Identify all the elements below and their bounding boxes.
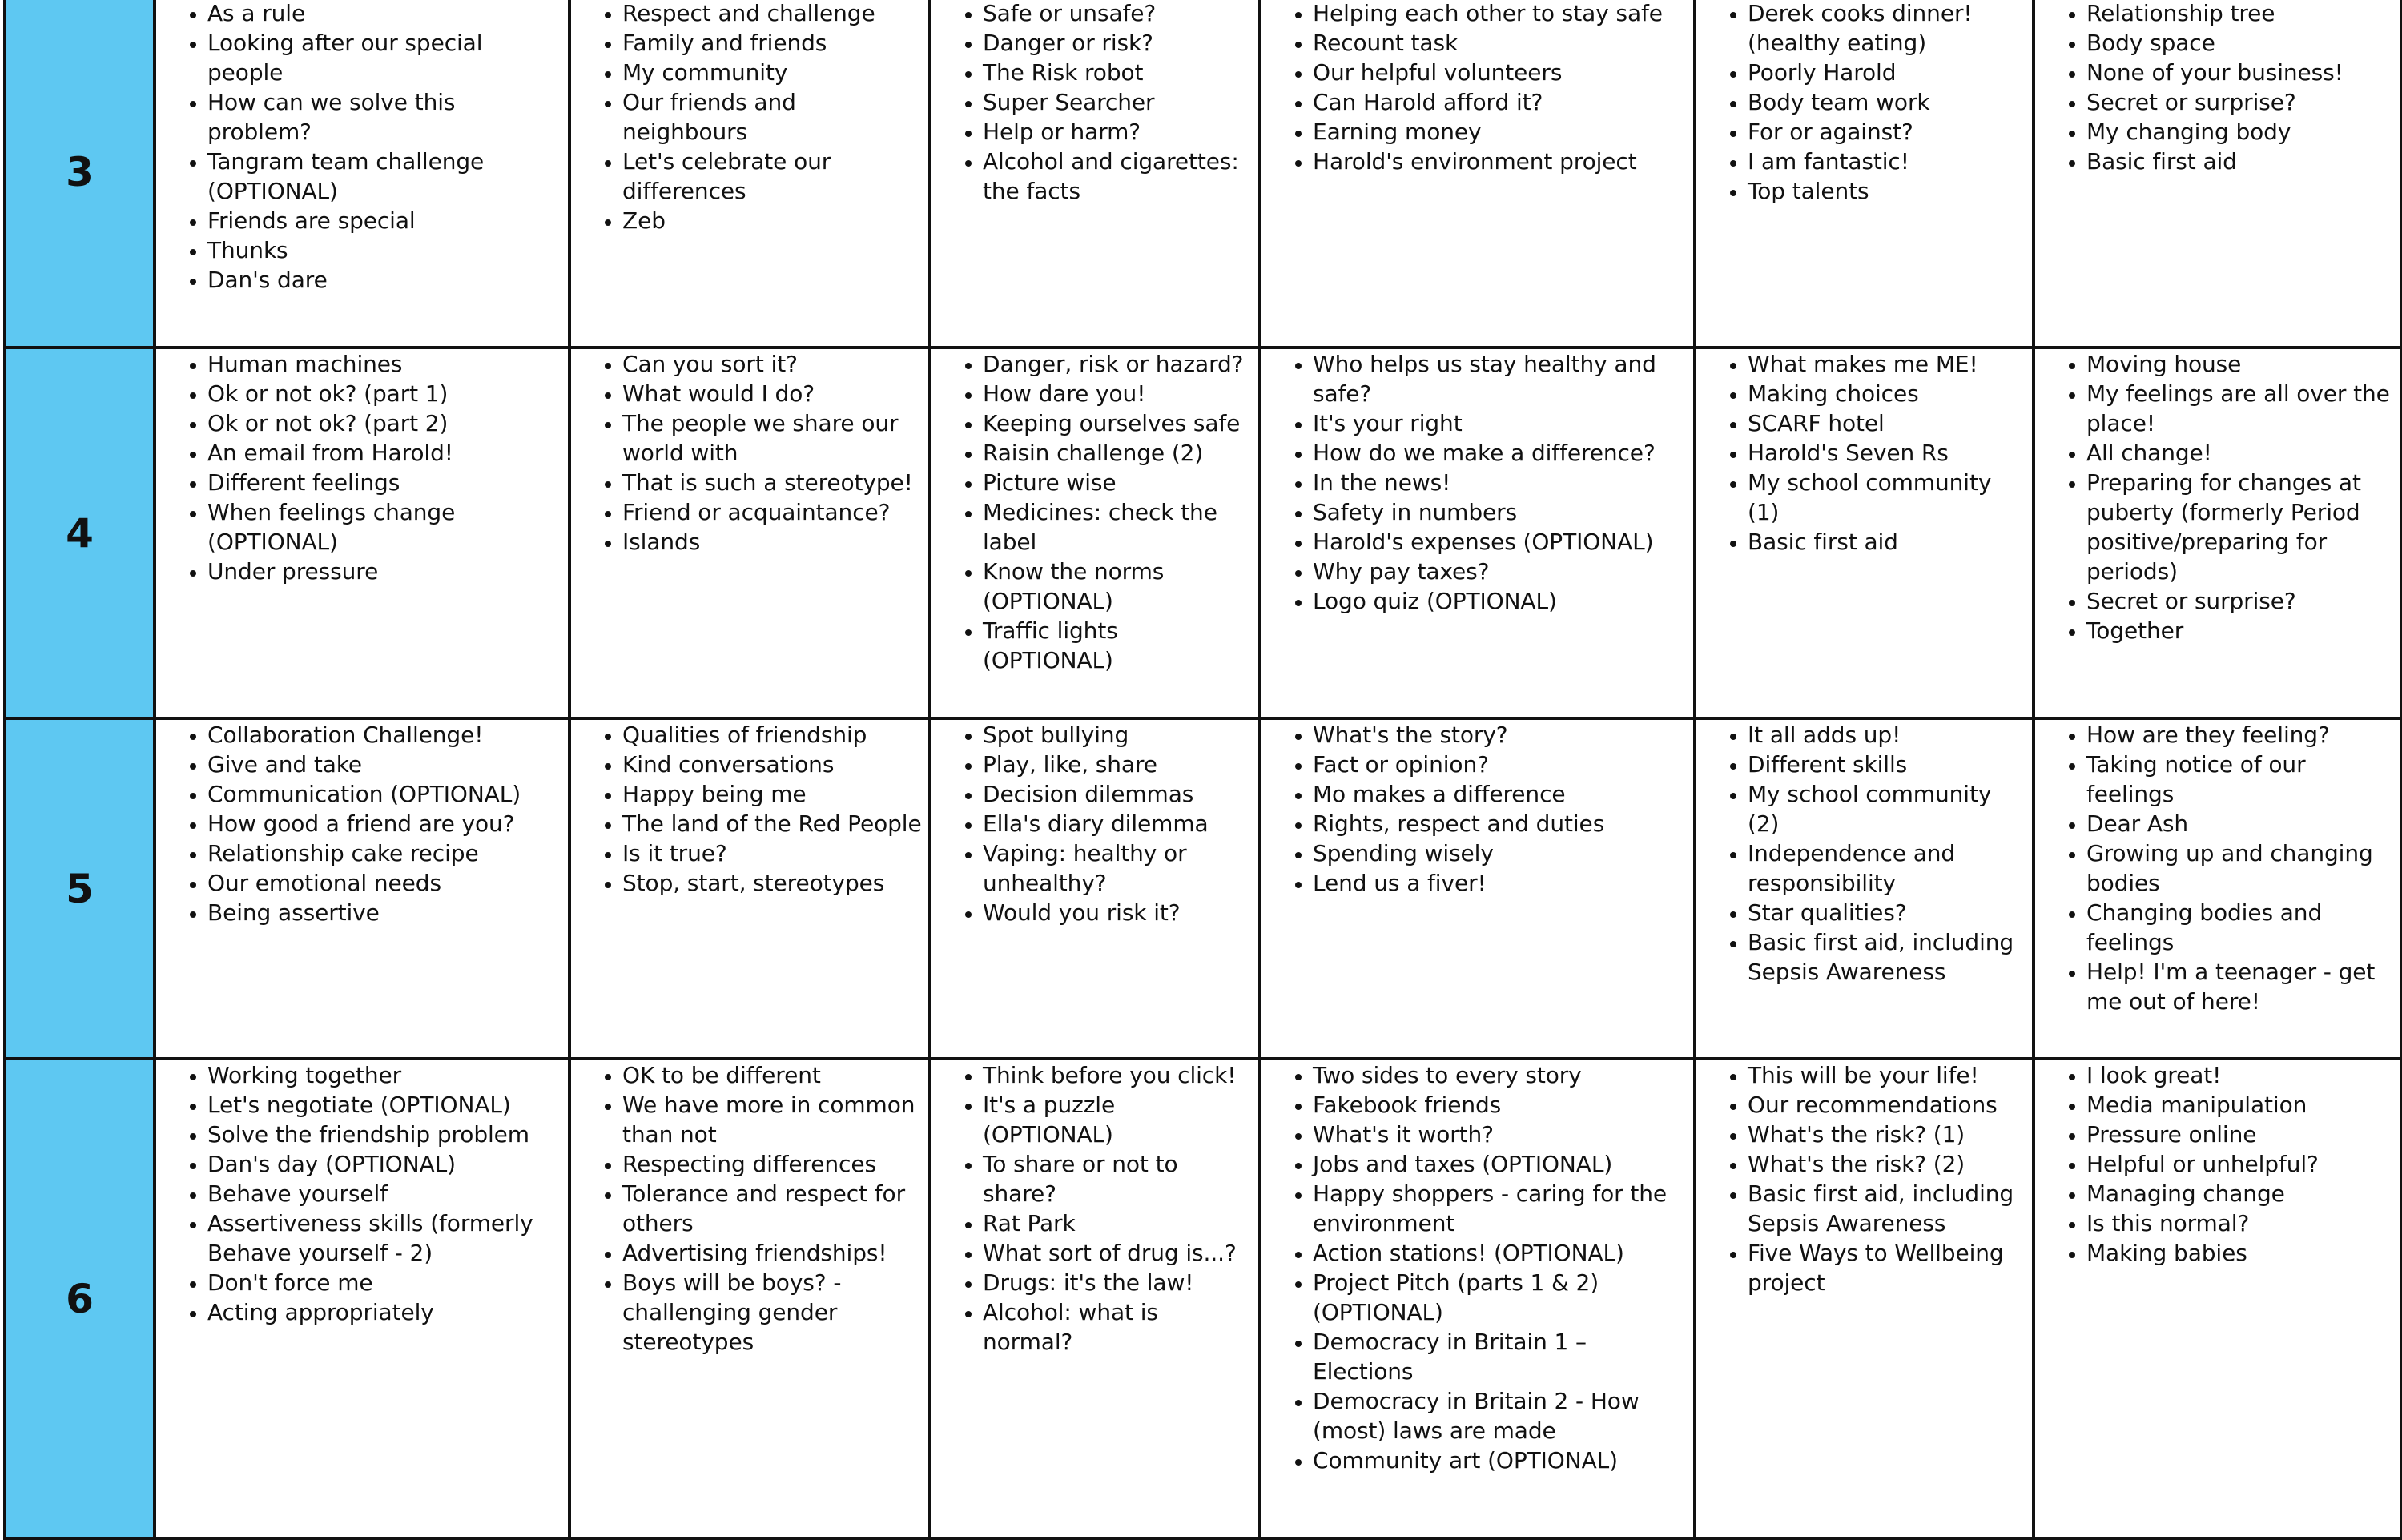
lesson-item: • Happy being me (622, 779, 922, 809)
lesson-list (156, 1060, 568, 1327)
lesson-item: • Can you sort it? (622, 349, 922, 379)
lesson-list (156, 720, 568, 927)
lesson-list (571, 720, 928, 898)
lesson-item: • Being assertive (207, 898, 561, 927)
lesson-item: • Our recommendations (1748, 1090, 2026, 1120)
lesson-item: • Is this normal? (2086, 1208, 2393, 1238)
lesson-item: • When feelings change (OPTIONAL) (207, 497, 561, 557)
cell-valuing-difference (569, 348, 930, 718)
lesson-item: • Managing change (2086, 1179, 2393, 1208)
lesson-item: • Assertiveness skills (formerly Behave yourself - 2) (207, 1208, 561, 1268)
lesson-list (2035, 720, 2400, 1016)
lesson-item: • Helpful or unhelpful? (2086, 1149, 2393, 1179)
lesson-item: • It all adds up! (1748, 720, 2026, 750)
lesson-list (931, 349, 1258, 675)
lesson-item: • Tangram team challenge (OPTIONAL) (207, 147, 561, 206)
lesson-item: • Danger or risk? (983, 28, 1252, 58)
lesson-item: • Two sides to every story (1313, 1060, 1687, 1090)
lesson-list (1696, 1060, 2032, 1297)
lesson-list (931, 720, 1258, 927)
lesson-item: • To share or not to share? (983, 1149, 1252, 1208)
lesson-item: • My school community (1) (1748, 468, 2026, 527)
lesson-item: • What would I do? (622, 379, 922, 408)
lesson-item: • Thunks (207, 235, 561, 265)
lesson-item: • Harold's expenses (OPTIONAL) (1313, 527, 1687, 557)
cell-me-and-my-relationships (155, 1059, 569, 1538)
lesson-item: • Advertising friendships! (622, 1238, 922, 1268)
lesson-item: • Why pay taxes? (1313, 557, 1687, 586)
lesson-item: • Basic first aid, including Sepsis Awareness (1748, 1179, 2026, 1238)
year-label: 4 (5, 348, 155, 718)
year-label: 3 (5, 0, 155, 348)
lesson-item: • Who helps us stay healthy and safe? (1313, 349, 1687, 408)
lesson-item: • Poorly Harold (1748, 58, 2026, 87)
lesson-list (2035, 0, 2400, 176)
lesson-item: • My school community (2) (1748, 779, 2026, 838)
lesson-item: • OK to be different (622, 1060, 922, 1090)
lesson-item: • Stop, start, stereotypes (622, 868, 922, 898)
lesson-item: • How dare you! (983, 379, 1252, 408)
lesson-item: • Can Harold afford it? (1313, 87, 1687, 117)
cell-rights-and-respect (1260, 0, 1695, 348)
lesson-item: • Jobs and taxes (OPTIONAL) (1313, 1149, 1687, 1179)
lesson-item: • Media manipulation (2086, 1090, 2393, 1120)
cell-growing-and-changing (2034, 1059, 2401, 1538)
lesson-item: • It's a puzzle (OPTIONAL) (983, 1090, 1252, 1149)
lesson-item: • Recount task (1313, 28, 1687, 58)
lesson-list (571, 349, 928, 557)
lesson-item: • Friend or acquaintance? (622, 497, 922, 527)
cell-me-and-my-relationships (155, 348, 569, 718)
lesson-item: • Play, like, share (983, 750, 1252, 779)
lesson-item: • I am fantastic! (1748, 147, 2026, 176)
lesson-item: • Qualities of friendship (622, 720, 922, 750)
table-row (5, 348, 2401, 718)
lesson-item: • Rat Park (983, 1208, 1252, 1238)
lesson-item: • Action stations! (OPTIONAL) (1313, 1238, 1687, 1268)
cell-growing-and-changing (2034, 348, 2401, 718)
lesson-item: • Safe or unsafe? (983, 0, 1252, 28)
lesson-item: • Communication (OPTIONAL) (207, 779, 561, 809)
lesson-item: • Relationship cake recipe (207, 838, 561, 868)
lesson-item: • Kind conversations (622, 750, 922, 779)
lesson-item: • Preparing for changes at puberty (formerly Period positive/preparing for periods) (2086, 468, 2393, 586)
cell-rights-and-respect (1260, 1059, 1695, 1538)
lesson-item: • Derek cooks dinner! (healthy eating) (1748, 0, 2026, 58)
lesson-item: • Project Pitch (parts 1 & 2) (OPTIONAL) (1313, 1268, 1687, 1327)
lesson-item: • Help or harm? (983, 117, 1252, 147)
lesson-item: • Friends are special (207, 206, 561, 235)
lesson-item: • Mo makes a difference (1313, 779, 1687, 809)
lesson-item: • Making babies (2086, 1238, 2393, 1268)
lesson-item: • Collaboration Challenge! (207, 720, 561, 750)
lesson-item: • Let's celebrate our differences (622, 147, 922, 206)
lesson-item: • Would you risk it? (983, 898, 1252, 927)
cell-valuing-difference (569, 718, 930, 1059)
cell-keeping-myself-safe (930, 348, 1260, 718)
lesson-list (931, 0, 1258, 206)
lesson-item: • Ok or not ok? (part 1) (207, 379, 561, 408)
cell-rights-and-respect (1260, 348, 1695, 718)
lesson-item: • Drugs: it's the law! (983, 1268, 1252, 1297)
lesson-item: • Our friends and neighbours (622, 87, 922, 147)
lesson-item: • What makes me ME! (1748, 349, 2026, 379)
year-label: 5 (5, 718, 155, 1059)
lesson-list (156, 0, 568, 295)
lesson-item: • Helping each other to stay safe (1313, 0, 1687, 28)
lesson-item: • Different skills (1748, 750, 2026, 779)
lesson-item: • Community art (OPTIONAL) (1313, 1446, 1687, 1475)
lesson-item: • Our emotional needs (207, 868, 561, 898)
lesson-item: • It's your right (1313, 408, 1687, 438)
lesson-item: • What's it worth? (1313, 1120, 1687, 1149)
lesson-item: • Pressure online (2086, 1120, 2393, 1149)
lesson-item: • How can we solve this problem? (207, 87, 561, 147)
lesson-item: • What's the risk? (1) (1748, 1120, 2026, 1149)
lesson-item: • The land of the Red People (622, 809, 922, 838)
lesson-item: • Together (2086, 616, 2393, 645)
lesson-item: • Our helpful volunteers (1313, 58, 1687, 87)
lesson-list (571, 0, 928, 235)
cell-being-my-best (1695, 1059, 2034, 1538)
lesson-item: • Harold's Seven Rs (1748, 438, 2026, 468)
lesson-item: • Rights, respect and duties (1313, 809, 1687, 838)
lesson-list (2035, 1060, 2400, 1268)
lesson-item: • The people we share our world with (622, 408, 922, 468)
lesson-item: • Danger, risk or hazard? (983, 349, 1252, 379)
lesson-item: • Democracy in Britain 2 - How (most) laws are made (1313, 1386, 1687, 1446)
lesson-item: • My feelings are all over the place! (2086, 379, 2393, 438)
lesson-item: • What sort of drug is...? (983, 1238, 1252, 1268)
lesson-item: • Behave yourself (207, 1179, 561, 1208)
lesson-list (1261, 0, 1693, 176)
lesson-item: • Safety in numbers (1313, 497, 1687, 527)
lesson-item: • Happy shoppers - caring for the environment (1313, 1179, 1687, 1238)
lesson-item: • Five Ways to Wellbeing project (1748, 1238, 2026, 1297)
lesson-item: • Solve the friendship problem (207, 1120, 561, 1149)
lesson-item: • Growing up and changing bodies (2086, 838, 2393, 898)
lesson-item: • Basic first aid, including Sepsis Awareness (1748, 927, 2026, 987)
lesson-item: • What's the risk? (2) (1748, 1149, 2026, 1179)
lesson-item: • Secret or surprise? (2086, 87, 2393, 117)
table-row (5, 1059, 2401, 1538)
lesson-list (2035, 349, 2400, 645)
lesson-item: • Body team work (1748, 87, 2026, 117)
lesson-item: • Family and friends (622, 28, 922, 58)
lesson-item: • Human machines (207, 349, 561, 379)
lesson-item: • Give and take (207, 750, 561, 779)
lesson-item: • Star qualities? (1748, 898, 2026, 927)
lesson-item: • Ella's diary dilemma (983, 809, 1252, 838)
lesson-item: • As a rule (207, 0, 561, 28)
lesson-list (1261, 1060, 1693, 1475)
lesson-item: • Working together (207, 1060, 561, 1090)
lesson-list (1261, 720, 1693, 898)
lesson-item: • Super Searcher (983, 87, 1252, 117)
year-label: 6 (5, 1059, 155, 1538)
lesson-item: • Under pressure (207, 557, 561, 586)
cell-keeping-myself-safe (930, 718, 1260, 1059)
lesson-item: • Keeping ourselves safe (983, 408, 1252, 438)
curriculum-table (3, 0, 2402, 1540)
lesson-item: • Looking after our special people (207, 28, 561, 87)
cell-valuing-difference (569, 1059, 930, 1538)
lesson-item: • All change! (2086, 438, 2393, 468)
lesson-list (156, 349, 568, 586)
lesson-list (571, 1060, 928, 1357)
lesson-item: • We have more in common than not (622, 1090, 922, 1149)
lesson-item: • Let's negotiate (OPTIONAL) (207, 1090, 561, 1120)
lesson-item: • I look great! (2086, 1060, 2393, 1090)
lesson-item: • Independence and responsibility (1748, 838, 2026, 898)
cell-growing-and-changing (2034, 0, 2401, 348)
cell-valuing-difference (569, 0, 930, 348)
lesson-item: • Making choices (1748, 379, 2026, 408)
lesson-item: • An email from Harold! (207, 438, 561, 468)
cell-keeping-myself-safe (930, 1059, 1260, 1538)
lesson-item: • Harold's environment project (1313, 147, 1687, 176)
lesson-item: • Changing bodies and feelings (2086, 898, 2393, 957)
cell-being-my-best (1695, 0, 2034, 348)
lesson-item: • None of your business! (2086, 58, 2393, 87)
lesson-list (931, 1060, 1258, 1357)
lesson-item: • Secret or surprise? (2086, 586, 2393, 616)
lesson-item: • Dear Ash (2086, 809, 2393, 838)
cell-being-my-best (1695, 718, 2034, 1059)
lesson-item: • Alcohol and cigarettes: the facts (983, 147, 1252, 206)
cell-rights-and-respect (1260, 718, 1695, 1059)
lesson-item: • Moving house (2086, 349, 2393, 379)
lesson-item: • Fakebook friends (1313, 1090, 1687, 1120)
table-row (5, 718, 2401, 1059)
lesson-item: • Tolerance and respect for others (622, 1179, 922, 1238)
lesson-item: • Different feelings (207, 468, 561, 497)
table-row (5, 0, 2401, 348)
lesson-item: • Vaping: healthy or unhealthy? (983, 838, 1252, 898)
lesson-item: • SCARF hotel (1748, 408, 2026, 438)
lesson-item: • Lend us a fiver! (1313, 868, 1687, 898)
cell-being-my-best (1695, 348, 2034, 718)
lesson-list (1696, 349, 2032, 557)
lesson-item: • For or against? (1748, 117, 2026, 147)
lesson-item: • My changing body (2086, 117, 2393, 147)
lesson-item: • Basic first aid (1748, 527, 2026, 557)
lesson-item: • Dan's day (OPTIONAL) (207, 1149, 561, 1179)
lesson-item: • Think before you click! (983, 1060, 1252, 1090)
lesson-list (1261, 349, 1693, 616)
lesson-item: • Acting appropriately (207, 1297, 561, 1327)
lesson-item: • My community (622, 58, 922, 87)
lesson-item: • This will be your life! (1748, 1060, 2026, 1090)
lesson-item: • Fact or opinion? (1313, 750, 1687, 779)
lesson-item: • Know the norms (OPTIONAL) (983, 557, 1252, 616)
lesson-item: • What's the story? (1313, 720, 1687, 750)
lesson-item: • Alcohol: what is normal? (983, 1297, 1252, 1357)
lesson-item: • The Risk robot (983, 58, 1252, 87)
lesson-item: • Decision dilemmas (983, 779, 1252, 809)
lesson-item: • Traffic lights (OPTIONAL) (983, 616, 1252, 675)
lesson-item: • Top talents (1748, 176, 2026, 206)
lesson-list (1696, 720, 2032, 987)
lesson-item: • How good a friend are you? (207, 809, 561, 838)
lesson-item: • Medicines: check the label (983, 497, 1252, 557)
lesson-item: • Democracy in Britain 1 – Elections (1313, 1327, 1687, 1386)
lesson-item: • Earning money (1313, 117, 1687, 147)
lesson-item: • Don't force me (207, 1268, 561, 1297)
curriculum-table-body (5, 0, 2401, 1538)
lesson-item: • Help! I'm a teenager - get me out of here! (2086, 957, 2393, 1016)
lesson-item: • Islands (622, 527, 922, 557)
lesson-list (1696, 0, 2032, 206)
lesson-item: • Ok or not ok? (part 2) (207, 408, 561, 438)
lesson-item: • In the news! (1313, 468, 1687, 497)
lesson-item: • Taking notice of our feelings (2086, 750, 2393, 809)
lesson-item: • How do we make a difference? (1313, 438, 1687, 468)
cell-me-and-my-relationships (155, 0, 569, 348)
lesson-item: • Spending wisely (1313, 838, 1687, 868)
lesson-item: • That is such a stereotype! (622, 468, 922, 497)
lesson-item: • Boys will be boys? - challenging gender stereotypes (622, 1268, 922, 1357)
cell-growing-and-changing (2034, 718, 2401, 1059)
lesson-item: • Relationship tree (2086, 0, 2393, 28)
cell-me-and-my-relationships (155, 718, 569, 1059)
lesson-item: • Spot bullying (983, 720, 1252, 750)
lesson-item: • Is it true? (622, 838, 922, 868)
lesson-item: • Zeb (622, 206, 922, 235)
lesson-item: • Picture wise (983, 468, 1252, 497)
lesson-item: • Basic first aid (2086, 147, 2393, 176)
lesson-item: • Dan's dare (207, 265, 561, 295)
lesson-item: • Body space (2086, 28, 2393, 58)
cell-keeping-myself-safe (930, 0, 1260, 348)
lesson-item: • Raisin challenge (2) (983, 438, 1252, 468)
lesson-item: • Respecting differences (622, 1149, 922, 1179)
lesson-item: • Respect and challenge (622, 0, 922, 28)
lesson-item: • Logo quiz (OPTIONAL) (1313, 586, 1687, 616)
lesson-item: • How are they feeling? (2086, 720, 2393, 750)
